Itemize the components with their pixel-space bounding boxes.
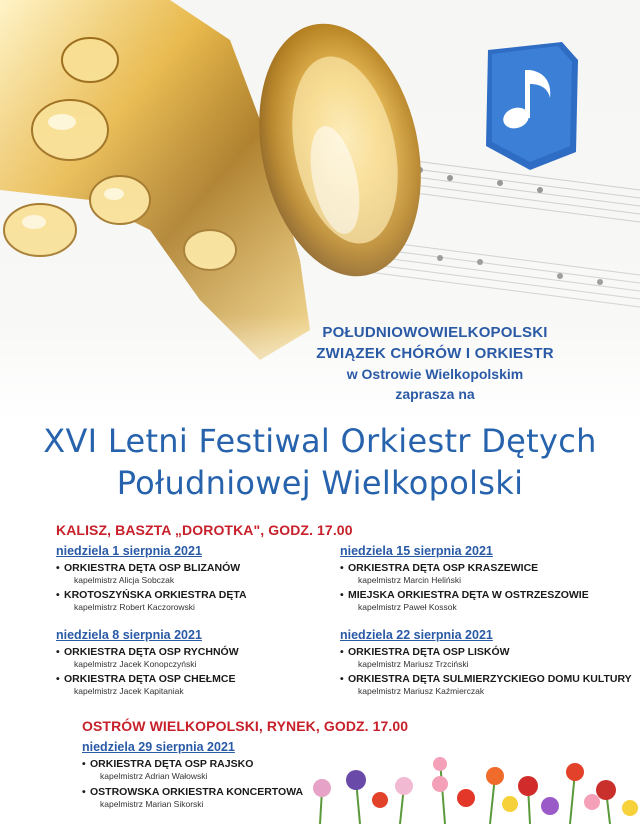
festival-title-line1: XVI Letni Festiwal Orkiestr Dętych (43, 422, 597, 460)
conductor-kalisz-3a: kapelmistrz Marcin Heliński (358, 575, 461, 585)
conductor-kalisz-2a: kapelmistrz Jacek Konopczyński (74, 659, 197, 669)
organizer-name-line2: ZWIĄZEK CHÓRÓW I ORKIESTR (316, 345, 554, 362)
band-kalisz-3b: • MIEJSKA ORKIESTRA DĘTA W OSTRZESZOWIE (340, 589, 589, 601)
band-kalisz-1b: • KROTOSZYŃSKA ORKIESTRA DĘTA (56, 589, 247, 601)
date-ostrow-1: niedziela 29 sierpnia 2021 (82, 740, 235, 754)
band-kalisz-3a: • ORKIESTRA DĘTA OSP KRASZEWICE (340, 562, 539, 574)
venue-kalisz: KALISZ, BASZTA „DOROTKA", GODZ. 17.00 (56, 522, 353, 538)
flowers-decoration (300, 750, 640, 824)
conductor-kalisz-1a: kapelmistrz Alicja Sobczak (74, 575, 175, 585)
organizer-block (250, 322, 620, 404)
band-kalisz-1a: • ORKIESTRA DĘTA OSP BLIZANÓW (56, 562, 241, 574)
conductor-kalisz-4b: kapelmistrz Mariusz Kaźmierczak (358, 686, 485, 696)
festival-title (0, 420, 640, 504)
organizer-name-line1: POŁUDNIOWOWIELKOPOLSKI (322, 324, 548, 341)
invitation-text: zaprasza na (395, 386, 475, 402)
band-ostrow-1a: • ORKIESTRA DĘTA OSP RAJSKO (82, 758, 254, 770)
music-note-logo (478, 42, 582, 170)
conductor-ostrow-1b: kapelmistrz Marian Sikorski (100, 799, 204, 809)
date-kalisz-4: niedziela 22 sierpnia 2021 (340, 628, 493, 642)
conductor-kalisz-2b: kapelmistrz Jacek Kapitaniak (74, 686, 184, 696)
band-ostrow-1b: • OSTROWSKA ORKIESTRA KONCERTOWA (82, 786, 304, 798)
date-kalisz-2: niedziela 8 sierpnia 2021 (56, 628, 202, 642)
date-kalisz-3: niedziela 15 sierpnia 2021 (340, 544, 493, 558)
date-kalisz-1: niedziela 1 sierpnia 2021 (56, 544, 202, 558)
festival-title-line2: Południowej Wielkopolski (116, 464, 524, 502)
band-kalisz-4a: • ORKIESTRA DĘTA OSP LISKÓW (340, 646, 510, 658)
conductor-kalisz-3b: kapelmistrz Paweł Kossok (358, 602, 457, 612)
conductor-kalisz-4a: kapelmistrz Mariusz Trzciński (358, 659, 469, 669)
conductor-kalisz-1b: kapelmistrz Robert Kaczorowski (74, 602, 195, 612)
organizer-location: w Ostrowie Wielkopolskim (346, 366, 524, 382)
band-kalisz-2b: • ORKIESTRA DĘTA OSP CHEŁMCE (56, 673, 236, 685)
conductor-ostrow-1a: kapelmistrz Adrian Wałowski (100, 771, 208, 781)
venue-ostrow: OSTRÓW WIELKOPOLSKI, RYNEK, GODZ. 17.00 (82, 718, 409, 734)
band-kalisz-4b: • ORKIESTRA DĘTA SULMIERZYCKIEGO DOMU KULTURY (340, 673, 632, 685)
band-kalisz-2a: • ORKIESTRA DĘTA OSP RYCHNÓW (56, 646, 239, 658)
